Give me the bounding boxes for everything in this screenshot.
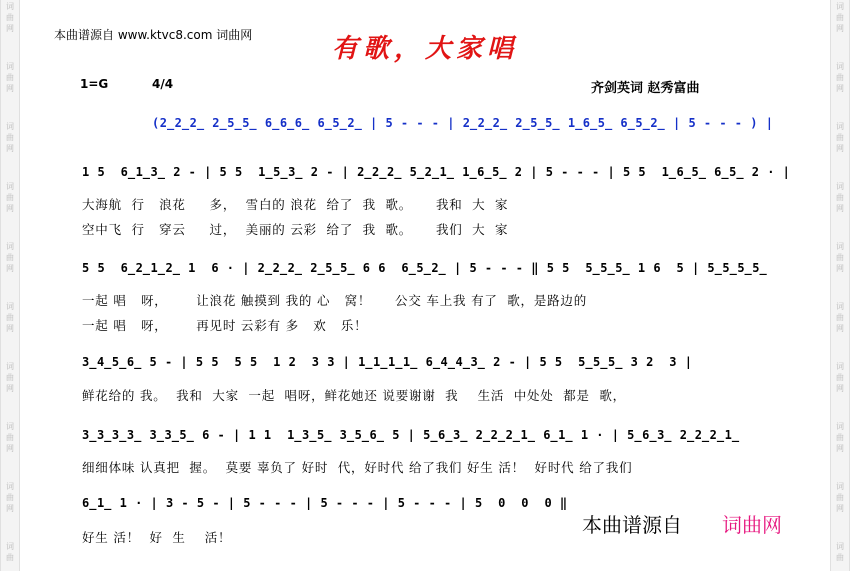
watermark-glyph: 网 bbox=[836, 444, 844, 453]
watermark-glyph: 网 bbox=[836, 84, 844, 93]
watermark-glyph: 词 bbox=[836, 542, 844, 551]
watermark-glyph: 曲 bbox=[6, 253, 14, 262]
watermark-glyph: 词 bbox=[836, 482, 844, 491]
left-watermark-strip bbox=[0, 0, 20, 571]
lyric-line: 一起 唱 呀， 让浪花 触摸到 我的 心 窝！ 公交 车上我 有了 歌，是路边的 bbox=[82, 293, 588, 308]
source-site-footer: 本曲谱源自 bbox=[582, 513, 682, 537]
notation-row: 5 5 6̲2̲1̲2̲ 1 6 · | 2̲2̲2̲ 2̲5̲5̲ 6 6 6̲5̲2̲ | 5 - - - ‖ 5 5 5̲5̲5̲ 1 6 5 | 5̲5̲5̲5̲ bbox=[82, 261, 768, 275]
song-title: 有歌，大家唱 bbox=[331, 34, 518, 64]
watermark-glyph: 词 bbox=[836, 122, 844, 131]
intro-notation: (2̲2̲2̲ 2̲5̲5̲ 6̲6̲6̲ 6̲5̲2̲ | 5 - - - | 2̲2̲2̲ 2̲5̲5̲ 1̲6̲5̲ 6̲5̲2̲ | 5 - - - ) | bbox=[152, 116, 774, 130]
key-signature: 1=G bbox=[80, 77, 109, 91]
lyric-line: 大海航 行 浪花 多， 雪白的 浪花 给了 我 歌。 我和 大 家 bbox=[82, 197, 509, 212]
watermark-glyph: 曲 bbox=[6, 373, 14, 382]
watermark-glyph: 曲 bbox=[836, 253, 844, 262]
watermark-glyph: 曲 bbox=[836, 193, 844, 202]
watermark-glyph: 网 bbox=[836, 384, 844, 393]
watermark-glyph: 网 bbox=[6, 324, 14, 333]
watermark-glyph: 网 bbox=[6, 264, 14, 273]
watermark-glyph: 词 bbox=[6, 62, 14, 71]
watermark-glyph: 曲 bbox=[836, 133, 844, 142]
watermark-glyph: 词 bbox=[6, 422, 14, 431]
watermark-glyph: 曲 bbox=[6, 493, 14, 502]
watermark-glyph: 曲 bbox=[836, 553, 844, 562]
notation-row: 3̲3̲3̲3̲ 3̲3̲5̲ 6 - | 1 1 1̲3̲5̲ 3̲5̲6̲ 5 | 5̲6̲3̲ 2̲2̲2̲1̲ 6̲1̲ 1 · | 5̲6̲3̲ 2̲2̲2̲1̲ bbox=[82, 428, 740, 442]
lyric-line: 鲜花给的 我。 我和 大家 一起 唱呀，鲜花她还 说要谢谢 我 生活 中处处 都是 歌， bbox=[82, 388, 626, 403]
watermark-glyph: 网 bbox=[6, 24, 14, 33]
watermark-glyph: 词 bbox=[836, 62, 844, 71]
watermark-glyph: 网 bbox=[836, 24, 844, 33]
watermark-glyph: 网 bbox=[836, 264, 844, 273]
watermark-glyph: 网 bbox=[6, 444, 14, 453]
watermark-glyph: 词 bbox=[836, 182, 844, 191]
watermark-glyph: 词 bbox=[6, 182, 14, 191]
right-watermark-strip bbox=[830, 0, 850, 571]
watermark-glyph: 词 bbox=[836, 362, 844, 371]
song-credits: 齐剑英词 赵秀富曲 bbox=[591, 81, 700, 96]
watermark-glyph: 曲 bbox=[6, 13, 14, 22]
watermark-glyph: 曲 bbox=[836, 73, 844, 82]
watermark-glyph: 曲 bbox=[6, 133, 14, 142]
watermark-glyph: 网 bbox=[836, 204, 844, 213]
watermark-glyph: 曲 bbox=[836, 493, 844, 502]
watermark-glyph: 词 bbox=[6, 2, 14, 11]
watermark-glyph: 曲 bbox=[836, 433, 844, 442]
time-signature: 4/4 bbox=[152, 77, 174, 91]
watermark-glyph: 词 bbox=[836, 2, 844, 11]
watermark-glyph: 网 bbox=[836, 144, 844, 153]
watermark-glyph: 词 bbox=[6, 542, 14, 551]
watermark-glyph: 曲 bbox=[836, 313, 844, 322]
source-site-label: 本曲谱源自 www.ktvc8.com 词曲网 bbox=[54, 28, 253, 42]
lyric-line: 好生 活！ 好 生 活！ bbox=[82, 530, 232, 545]
watermark-glyph: 曲 bbox=[6, 73, 14, 82]
lyric-line: 一起 唱 呀， 再见时 云彩有 多 欢 乐！ bbox=[82, 318, 368, 333]
watermark-glyph: 网 bbox=[6, 504, 14, 513]
watermark-glyph: 词 bbox=[836, 422, 844, 431]
watermark-glyph: 网 bbox=[6, 204, 14, 213]
notation-row: 6̲1̲ 1 · | 3 - 5 - | 5 - - - | 5 - - - | 5 - - - | 5 0 0 0 ‖ bbox=[82, 496, 568, 510]
watermark-glyph: 词 bbox=[836, 302, 844, 311]
watermark-glyph: 网 bbox=[836, 324, 844, 333]
watermark-glyph: 曲 bbox=[6, 433, 14, 442]
watermark-glyph: 网 bbox=[836, 504, 844, 513]
watermark-glyph: 词 bbox=[6, 362, 14, 371]
watermark-glyph: 网 bbox=[6, 384, 14, 393]
watermark-glyph: 词 bbox=[6, 302, 14, 311]
watermark-glyph: 曲 bbox=[6, 553, 14, 562]
watermark-glyph: 曲 bbox=[6, 313, 14, 322]
source-site-footer-accent: 词曲网 bbox=[722, 513, 782, 537]
notation-row: 3̲4̲5̲6̲ 5 - | 5 5 5 5 1 2 3 3 | 1̲1̲1̲1̲ 6̲4̲4̲3̲ 2 - | 5 5 5̲5̲5̲ 3 2 3 | bbox=[82, 355, 693, 369]
watermark-glyph: 网 bbox=[6, 84, 14, 93]
watermark-glyph: 词 bbox=[836, 242, 844, 251]
notation-row: 1 5 6̲1̲3̲ 2 - | 5 5 1̲5̲3̲ 2 - | 2̲2̲2̲ 5̲2̲1̲ 1̲6̲5̲ 2 | 5 - - - | 5 5 1̲6̲5̲ 6̲5̲ 2 · | bbox=[82, 165, 791, 179]
lyric-line: 空中飞 行 穿云 过， 美丽的 云彩 给了 我 歌。 我们 大 家 bbox=[82, 222, 509, 237]
watermark-glyph: 网 bbox=[6, 144, 14, 153]
watermark-glyph: 词 bbox=[6, 482, 14, 491]
watermark-glyph: 词 bbox=[6, 122, 14, 131]
watermark-glyph: 曲 bbox=[6, 193, 14, 202]
watermark-glyph: 词 bbox=[6, 242, 14, 251]
watermark-glyph: 曲 bbox=[836, 13, 844, 22]
watermark-glyph: 曲 bbox=[836, 373, 844, 382]
lyric-line: 细细体味 认真把 握。 莫要 辜负了 好时 代，好时代 给了我们 好生 活！ 好时代 给了我们 bbox=[82, 460, 633, 475]
